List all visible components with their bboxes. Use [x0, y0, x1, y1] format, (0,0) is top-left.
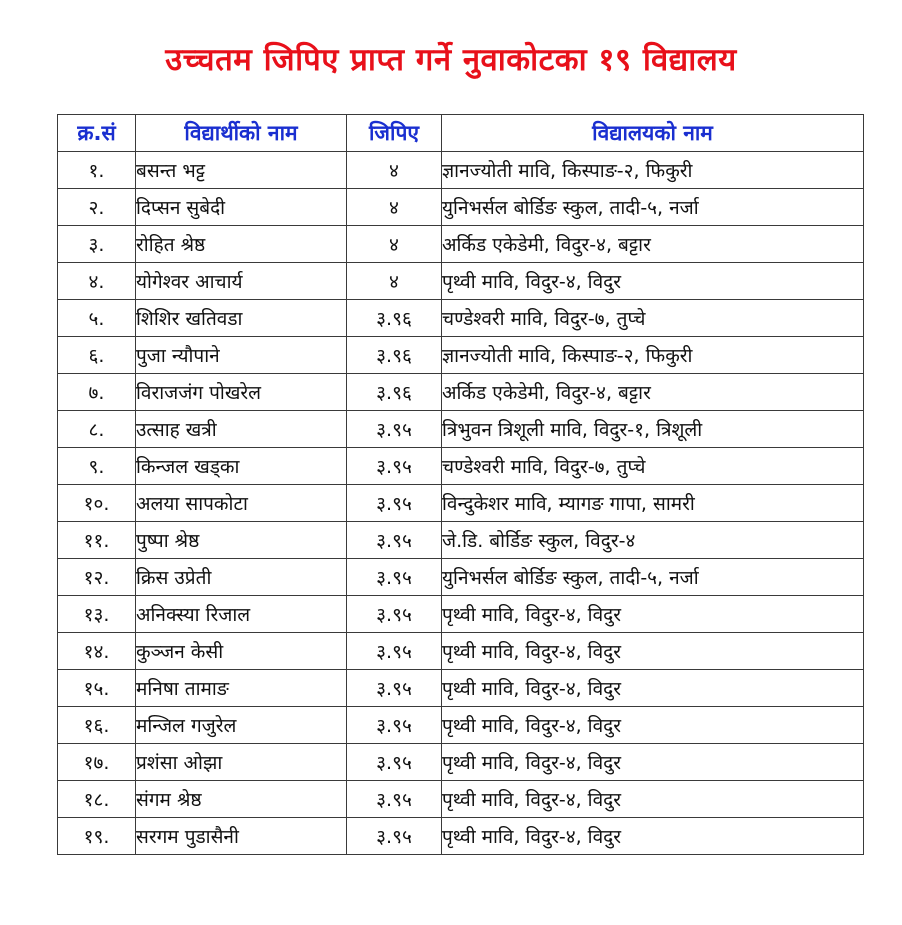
header-gpa: जिपिए: [347, 115, 442, 152]
serial-cell: ११.: [58, 522, 136, 559]
serial-cell: ८.: [58, 411, 136, 448]
table-row: [58, 633, 864, 670]
student-name-cell: योगेश्वर आचार्य: [136, 263, 347, 300]
table-row: [58, 411, 864, 448]
header-row: [58, 115, 864, 152]
gpa-cell: ४: [347, 226, 442, 263]
table-row: [58, 670, 864, 707]
school-name-cell: पृथ्वी मावि, विदुर-४, विदुर: [442, 263, 864, 300]
table-row: [58, 189, 864, 226]
student-name-cell: रोहित श्रेष्ठ: [136, 226, 347, 263]
serial-cell: १२.: [58, 559, 136, 596]
gpa-cell: ३.९५: [347, 448, 442, 485]
student-name-cell: पुजा न्यौपाने: [136, 337, 347, 374]
gpa-cell: ३.९५: [347, 670, 442, 707]
gpa-cell: ३.९५: [347, 781, 442, 818]
table-row: [58, 744, 864, 781]
school-name-cell: पृथ्वी मावि, विदुर-४, विदुर: [442, 596, 864, 633]
table-row: [58, 337, 864, 374]
student-name-cell: मन्जिल गजुरेल: [136, 707, 347, 744]
table-row: [58, 522, 864, 559]
serial-cell: १.: [58, 152, 136, 189]
school-name-cell: युनिभर्सल बोर्डिङ स्कुल, तादी-५, नर्जा: [442, 189, 864, 226]
student-name-cell: दिप्सन सुबेदी: [136, 189, 347, 226]
serial-cell: ५.: [58, 300, 136, 337]
header-school-name: विद्यालयको नाम: [442, 115, 864, 152]
student-name-cell: अलया सापकोटा: [136, 485, 347, 522]
gpa-cell: ३.९६: [347, 300, 442, 337]
school-name-cell: पृथ्वी मावि, विदुर-४, विदुर: [442, 633, 864, 670]
serial-cell: १६.: [58, 707, 136, 744]
serial-cell: ३.: [58, 226, 136, 263]
gpa-cell: ३.९५: [347, 707, 442, 744]
gpa-cell: ३.९६: [347, 337, 442, 374]
serial-cell: १९.: [58, 818, 136, 855]
page-title: उच्चतम जिपिए प्राप्त गर्ने नुवाकोटका १९ विद्यालय: [165, 42, 737, 78]
table-row: [58, 485, 864, 522]
table-row: [58, 818, 864, 855]
student-name-cell: अनिक्स्या रिजाल: [136, 596, 347, 633]
student-name-cell: शिशिर खतिवडा: [136, 300, 347, 337]
serial-cell: ६.: [58, 337, 136, 374]
serial-cell: ७.: [58, 374, 136, 411]
school-name-cell: पृथ्वी मावि, विदुर-४, विदुर: [442, 781, 864, 818]
school-name-cell: युनिभर्सल बोर्डिङ स्कुल, तादी-५, नर्जा: [442, 559, 864, 596]
student-name-cell: सरगम पुडासैनी: [136, 818, 347, 855]
school-name-cell: ज्ञानज्योती मावि, किस्पाङ-२, फिकुरी: [442, 152, 864, 189]
school-name-cell: अर्किड एकेडेमी, विदुर-४, बट्टार: [442, 226, 864, 263]
serial-cell: १०.: [58, 485, 136, 522]
school-name-cell: पृथ्वी मावि, विदुर-४, विदुर: [442, 818, 864, 855]
table-header: [58, 115, 864, 152]
school-name-cell: विन्दुकेशर मावि, म्यागङ गापा, सामरी: [442, 485, 864, 522]
student-name-cell: किन्जल खड्का: [136, 448, 347, 485]
school-name-cell: त्रिभुवन त्रिशूली मावि, विदुर-१, त्रिशूली: [442, 411, 864, 448]
serial-cell: २.: [58, 189, 136, 226]
student-name-cell: प्रशंसा ओझा: [136, 744, 347, 781]
serial-cell: १४.: [58, 633, 136, 670]
student-name-cell: उत्साह खत्री: [136, 411, 347, 448]
table-row: [58, 374, 864, 411]
gpa-cell: ३.९५: [347, 559, 442, 596]
table-row: [58, 707, 864, 744]
table-body: [58, 152, 864, 855]
serial-cell: ४.: [58, 263, 136, 300]
table-row: [58, 448, 864, 485]
serial-cell: १८.: [58, 781, 136, 818]
table-row: [58, 559, 864, 596]
gpa-cell: ३.९५: [347, 522, 442, 559]
student-name-cell: मनिषा तामाङ: [136, 670, 347, 707]
gpa-cell: ४: [347, 189, 442, 226]
student-name-cell: पुष्पा श्रेष्ठ: [136, 522, 347, 559]
results-table: [57, 114, 864, 855]
gpa-cell: ४: [347, 152, 442, 189]
table-row: [58, 152, 864, 189]
student-name-cell: कुञ्जन केसी: [136, 633, 347, 670]
gpa-cell: ३.९५: [347, 411, 442, 448]
header-serial: क्र.सं: [58, 115, 136, 152]
student-name-cell: बसन्त भट्ट: [136, 152, 347, 189]
gpa-cell: ३.९५: [347, 744, 442, 781]
school-name-cell: चण्डेश्वरी मावि, विदुर-७, तुप्चे: [442, 300, 864, 337]
table-row: [58, 263, 864, 300]
school-name-cell: चण्डेश्वरी मावि, विदुर-७, तुप्चे: [442, 448, 864, 485]
school-name-cell: ज्ञानज्योती मावि, किस्पाङ-२, फिकुरी: [442, 337, 864, 374]
gpa-cell: ३.९५: [347, 485, 442, 522]
serial-cell: १३.: [58, 596, 136, 633]
gpa-cell: ३.९५: [347, 596, 442, 633]
school-name-cell: पृथ्वी मावि, विदुर-४, विदुर: [442, 670, 864, 707]
school-name-cell: पृथ्वी मावि, विदुर-४, विदुर: [442, 744, 864, 781]
school-name-cell: जे.डि. बोर्डिङ स्कुल, विदुर-४: [442, 522, 864, 559]
student-name-cell: संगम श्रेष्ठ: [136, 781, 347, 818]
header-student-name: विद्यार्थीको नाम: [136, 115, 347, 152]
serial-cell: ९.: [58, 448, 136, 485]
table-row: [58, 596, 864, 633]
serial-cell: १५.: [58, 670, 136, 707]
student-name-cell: क्रिस उप्रेती: [136, 559, 347, 596]
table-row: [58, 226, 864, 263]
student-name-cell: विराजजंग पोखरेल: [136, 374, 347, 411]
gpa-cell: ४: [347, 263, 442, 300]
gpa-cell: ३.९५: [347, 818, 442, 855]
table-row: [58, 300, 864, 337]
school-name-cell: पृथ्वी मावि, विदुर-४, विदुर: [442, 707, 864, 744]
table-row: [58, 781, 864, 818]
serial-cell: १७.: [58, 744, 136, 781]
gpa-cell: ३.९५: [347, 633, 442, 670]
gpa-cell: ३.९६: [347, 374, 442, 411]
school-name-cell: अर्किड एकेडेमी, विदुर-४, बट्टार: [442, 374, 864, 411]
